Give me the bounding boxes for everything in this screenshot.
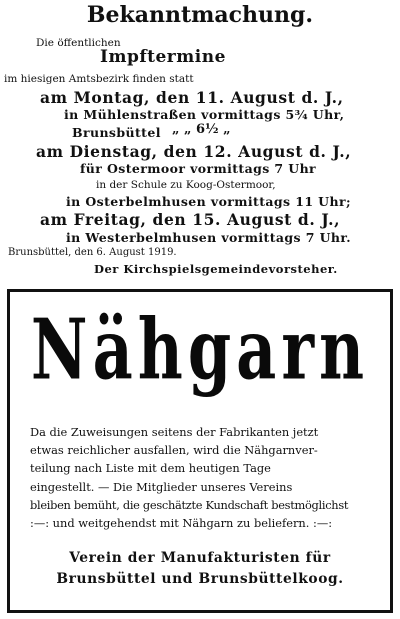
notice-intro: Die öffentlichen [36,37,121,49]
advert-body [30,423,374,532]
advert-body-line: teilung nach Liste mit dem heutigen Tage [30,461,271,476]
sewing-thread-advert [7,289,393,613]
friday-place: in Westerbelmhusen vormittags 7 Uhr. [66,230,351,245]
friday-date: am Freitag, den 15. August d. J., [40,210,341,229]
notice-district-line: im hiesigen Amtsbezirk finden statt [4,73,194,85]
monday-place-1: in Mühlenstraßen vormittags 5¾ Uhr, [64,107,345,122]
notice-signer: Der Kirchspielsgemeindevorsteher. [94,262,338,276]
notice-dateline: Brunsbüttel, den 6. August 1919. [8,247,177,258]
tuesday-place-2: in Osterbelmhusen vormittags 11 Uhr; [66,194,351,209]
monday-place-2-dittos: „ „ 6½ „ [172,122,231,137]
advert-headline: Nähgarn [30,300,370,399]
vaccination-notice [0,0,400,282]
advert-body-line: :—: und weitgehendst mit Nähgarn zu beliefern. :—: [30,516,333,531]
advert-signature-line-2: Brunsbüttel und Brunsbüttelkoog. [56,571,344,587]
advert-body-line: etwas reichlicher ausfallen, wird die Nähgarnver- [30,443,318,458]
advert-body-line: Da die Zuweisungen seitens der Fabrikanten jetzt [30,425,319,439]
tuesday-place-1: für Ostermoor vormittags 7 Uhr [80,161,317,176]
notice-heading: Impftermine [100,47,226,67]
tuesday-date: am Dienstag, den 12. August d. J., [36,142,352,161]
advert-body-line: bleiben bemüht, die geschätzte Kundschaft bestmöglichst [30,497,349,512]
advert-body-line: eingestellt. — Die Mitglieder unseres Vereins [30,479,293,494]
monday-date: am Montag, den 11. August d. J., [40,88,344,107]
notice-title: Bekanntmachung. [86,2,314,28]
monday-place-2-name: Brunsbüttel [72,125,161,140]
tuesday-school: in der Schule zu Koog-Ostermoor, [96,179,276,191]
advert-signature-line-1: Verein der Manufakturisten für [69,550,331,566]
